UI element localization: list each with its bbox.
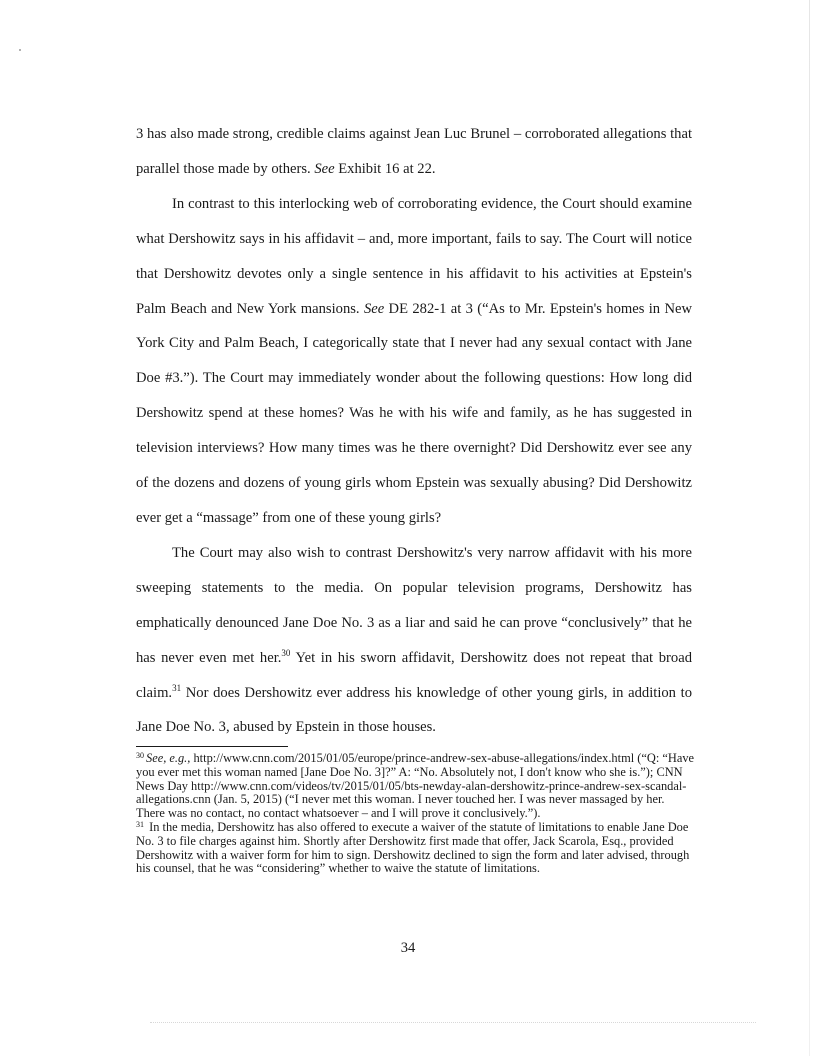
footnote-number: 31 — [136, 819, 144, 829]
page-number: 34 — [400, 940, 416, 956]
footnote-31 — [136, 821, 696, 876]
paragraph-continuation — [136, 117, 692, 187]
signal-italic: See — [314, 160, 335, 177]
text-run: Nor does Dershowitz ever address his knowledge of other young girls, in addition to Jane Doe No. 3, abused by Epstein in those houses. — [136, 684, 692, 736]
footnote-number: 30 — [136, 751, 144, 760]
footnote-text: In the media, Dershowitz has also offered to execute a waiver of the statute of limitations to enable Jane Doe No. 3 to file charges against him. Shortly after Dershowitz first made that offer, Jack Scarola, Esq., provided Dershowitz with a waiver form for him to sign. Dershowitz declined to sign the form and later advised, through his counsel, that he was “considering” whether to waive the statute of limitations. — [136, 819, 690, 876]
paragraph-media-statements — [136, 536, 692, 745]
footnote-ref-31: 31 — [172, 682, 182, 693]
text-run: Yet in his sworn affidavit, Dershowitz does not repeat that broad claim. — [136, 649, 692, 701]
footnote-30 — [136, 752, 696, 821]
text-run: DE 282-1 at 3 (“As to Mr. Epstein's homes in New York City and Palm Beach, I categorically state that I never had any sexual contact with Jane Doe #3.”). The Court may immediately wonder about the following questions: How long did Dershowitz spend at these homes? Was he with his wife and family, as he has suggested in television interviews? How many times was he there overnight? Did Dershowitz ever see any of the dozens and dozens of young girls whom Epstein was sexually abusing? Did Dershowitz ever get a “massage” from one of these young girls? — [136, 300, 692, 526]
signal-italic: See — [363, 300, 385, 317]
paragraph-affidavit — [136, 187, 692, 536]
text-run: In contrast to this interlocking web of corroborating evidence, the Court should examine what Dershowitz says in his affidavit – and, more important, fails to say. The Court will notice that Dershowitz devotes only a single sentence in his affidavit to his activities at Epstein's Palm Beach and New York mansions. — [136, 195, 692, 317]
text-run: The Court may also wish to contrast Dershowitz's very narrow affidavit with his more sweeping statements to the media. On popular television programs, Dershowitz has emphatically denounced Jane Doe No. 3 as a liar and said he can prove “conclusively” that he has never even met her. — [136, 544, 692, 666]
body-text — [136, 117, 692, 745]
footnote-separator — [136, 746, 288, 747]
scan-bottom-edge — [150, 1022, 756, 1024]
footnote-ref-30: 30 — [281, 647, 291, 658]
scan-edge — [809, 0, 810, 1056]
text-run: Exhibit 16 at 22. — [334, 160, 436, 177]
text-run: 3 has also made strong, credible claims against Jean Luc Brunel – corroborated allegations that parallel those made by others. — [136, 126, 692, 177]
scan-speck — [19, 49, 21, 51]
signal-italic: See, e.g., — [146, 751, 191, 765]
footnote-text: http://www.cnn.com/2015/01/05/europe/prince-andrew-sex-abuse-allegations/index.html (“Q: “Have you ever met this woman named [Jane Doe No. 3]?” A: “No. Absolutely not, I don't know who she is.”); CNN News Day http://www.cnn.com/videos/tv/2015/01/05/bts-newday-alan-dershowitz-prince-andrew-sex-scandal-allegations.cnn (Jan. 5, 2015) (“I never met this woman. I never touched her. I was never massaged by her. There was no contact, no contact whatsoever – and I will prove it conclusively.”). — [136, 751, 695, 821]
footnotes — [136, 752, 696, 876]
